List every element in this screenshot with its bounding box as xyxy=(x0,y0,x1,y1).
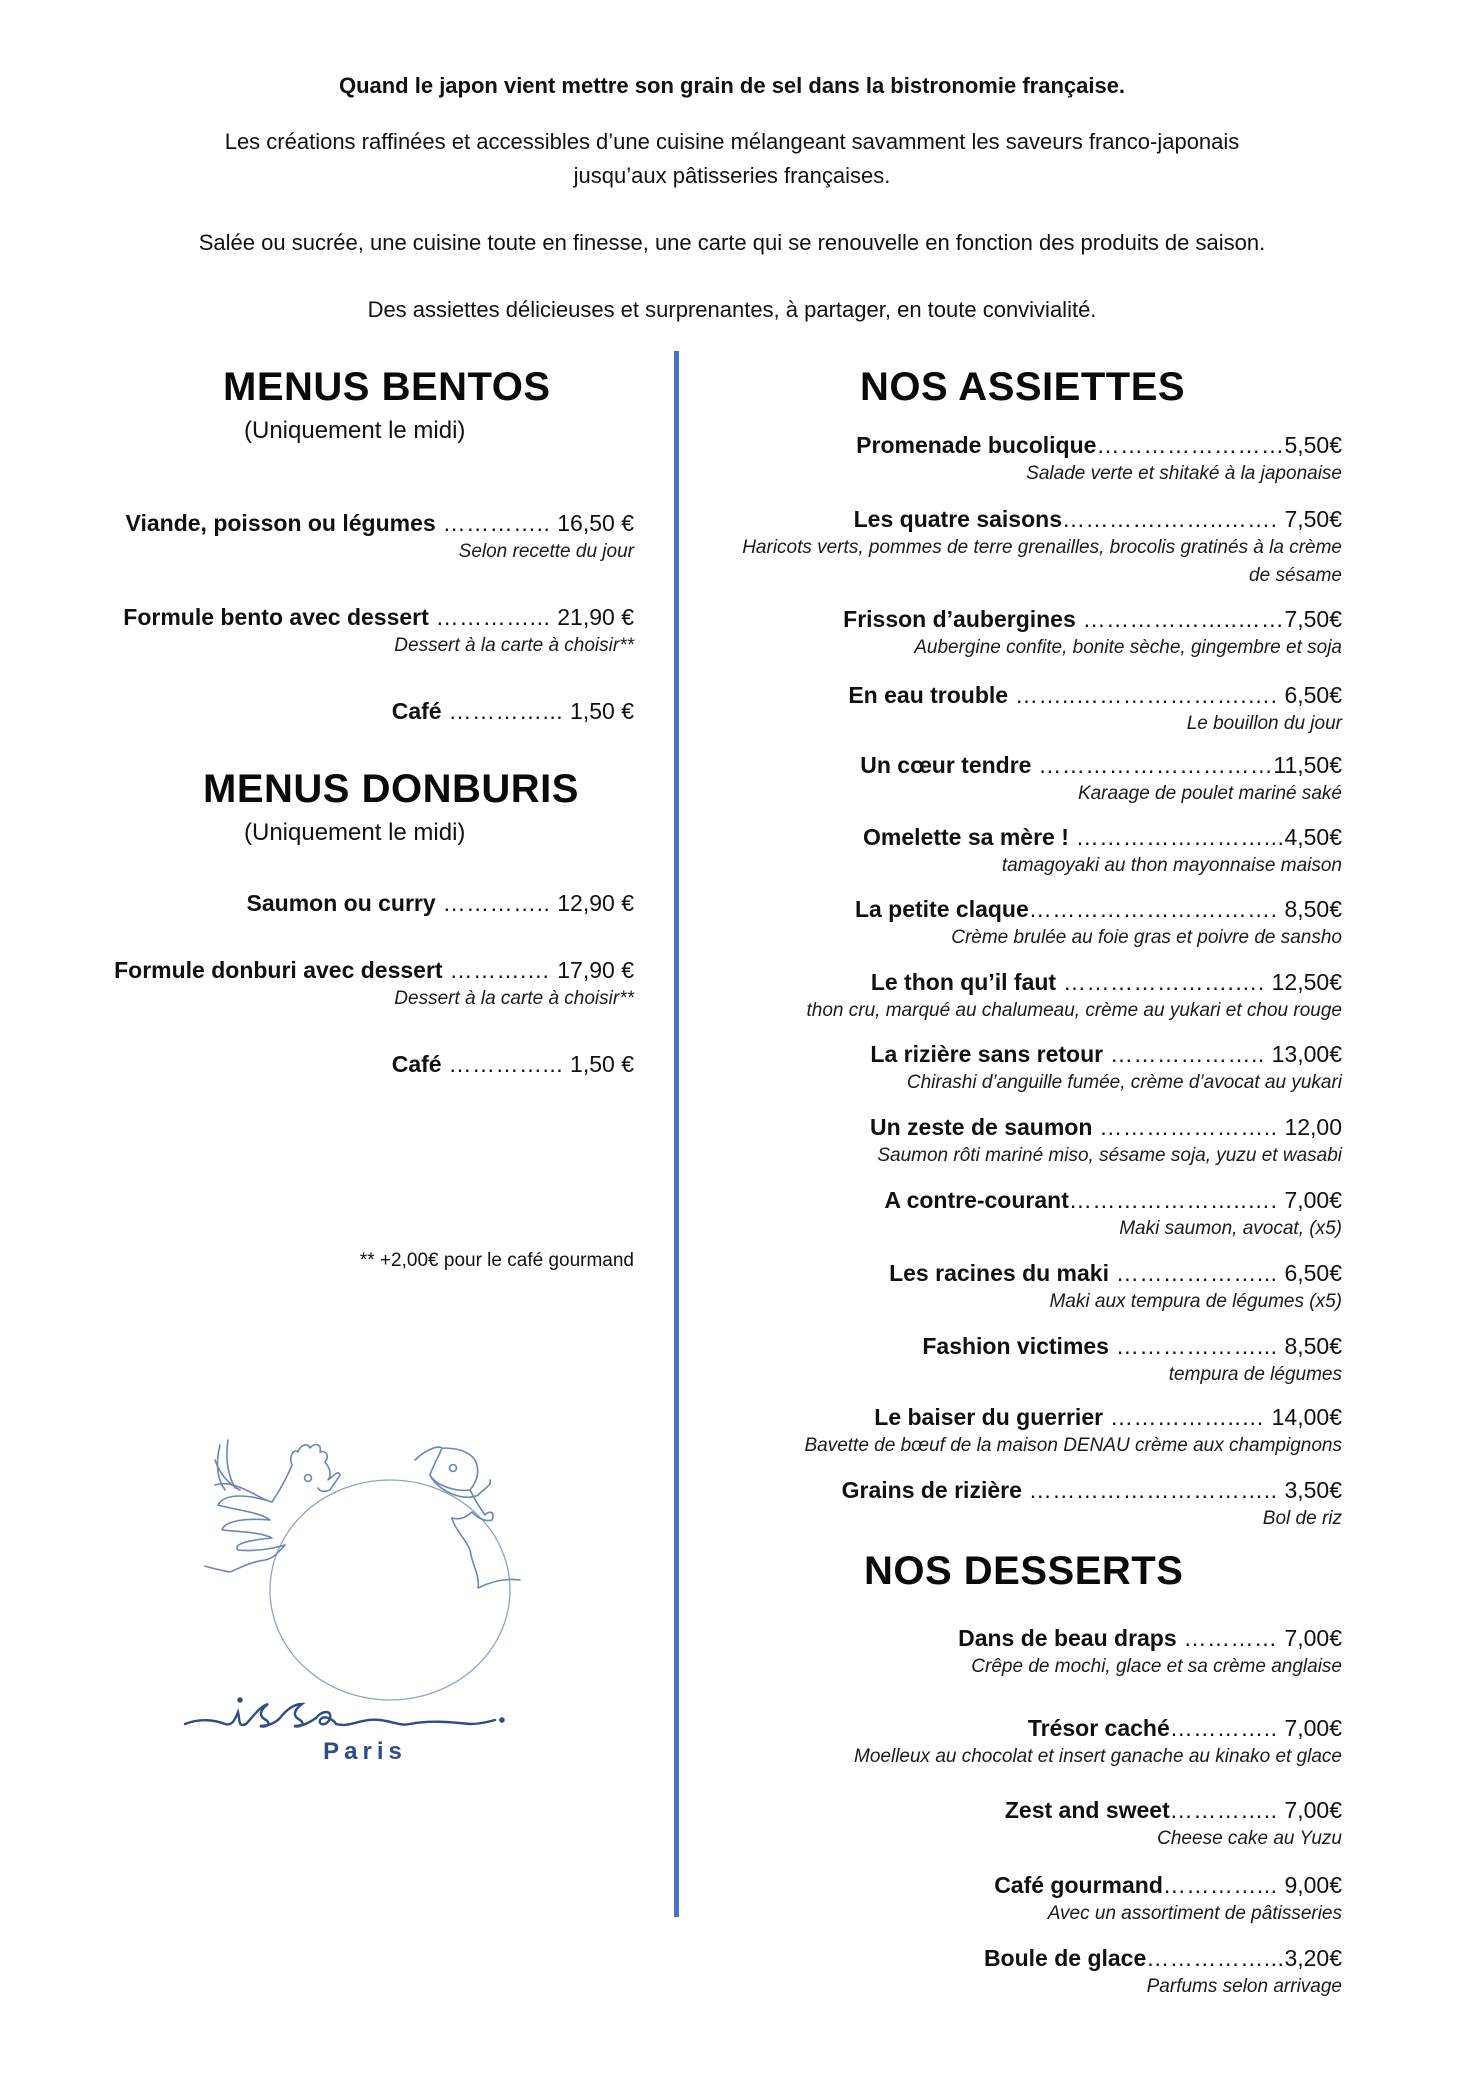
item-leader-dots: ………………………… xyxy=(1031,752,1274,778)
item-leader-dots: ………….……..……. xyxy=(1061,506,1285,532)
intro-paragraph-1-line-2: jusqu’aux pâtisseries françaises. xyxy=(573,163,891,188)
item-description: Salade verte et shitaké à la japonaise xyxy=(1026,463,1342,484)
item-leader-dots: ………………... xyxy=(1108,1333,1285,1359)
menu-item xyxy=(1005,1795,1342,1853)
menu-item xyxy=(958,1623,1342,1681)
item-description: Bol de riz xyxy=(1262,1508,1342,1529)
menu-item xyxy=(870,1039,1342,1097)
item-description: Parfums selon arrivage xyxy=(1146,1976,1342,1997)
item-description: Maki aux tempura de légumes (x5) xyxy=(1049,1291,1342,1312)
item-price: 21,90 € xyxy=(557,604,634,630)
item-leader-dots: ……………... xyxy=(1146,1945,1285,1971)
item-leader-dots: ………………….. xyxy=(1092,1114,1285,1140)
menu-item xyxy=(884,1185,1342,1243)
logo-wordmark-icon xyxy=(180,1682,550,1742)
item-leader-dots: …………... xyxy=(428,604,558,630)
menu-item xyxy=(854,1713,1342,1771)
item-price: 8,50€ xyxy=(1284,896,1342,922)
column-divider xyxy=(674,351,679,1917)
restaurant-logo xyxy=(180,1420,550,1780)
menu-item xyxy=(807,967,1342,1025)
menu-item xyxy=(126,508,634,566)
item-name: Formule bento avec dessert xyxy=(123,604,429,630)
item-price: 5,50€ xyxy=(1284,432,1342,458)
section-subtitle-donburis: (Uniquement le midi) xyxy=(244,819,466,846)
item-price: 7,00€ xyxy=(1284,1715,1342,1741)
section-subtitle-bentos: (Uniquement le midi) xyxy=(244,417,466,444)
item-leader-dots: …………... xyxy=(1162,1872,1285,1898)
menu-item xyxy=(843,604,1342,662)
item-description: Aubergine confite, bonite sèche, gingembre et soja xyxy=(914,637,1342,658)
menu-item xyxy=(994,1870,1342,1928)
item-description: Le bouillon du jour xyxy=(1186,713,1342,734)
item-description: Haricots verts, pommes de terre grenailles, brocolis gratinés à la crème de sésame xyxy=(742,537,1342,586)
item-leader-dots: …………………… xyxy=(1096,432,1285,458)
item-name: Zest and sweet xyxy=(1004,1797,1170,1823)
item-name: Les quatre saisons xyxy=(853,506,1062,532)
item-description: Moelleux au chocolat et insert ganache au kinako et glace xyxy=(854,1746,1342,1767)
item-description: Crème brulée au foie gras et poivre de sansho xyxy=(951,927,1342,948)
intro-paragraph-1-line-1: Les créations raffinées et accessibles d’une cuisine mélangeant savamment les saveurs franco-japonais xyxy=(224,129,1240,154)
item-leader-dots: ………………………….. xyxy=(1021,1477,1285,1503)
section-title-bentos: MENUS BENTOS xyxy=(223,365,551,409)
item-price: 7,00€ xyxy=(1284,1187,1342,1213)
item-description: Selon recette du jour xyxy=(458,541,634,562)
item-price: 16,50 € xyxy=(557,510,634,536)
menu-item xyxy=(742,504,1342,590)
item-name: La rizière sans retour xyxy=(870,1041,1104,1067)
item-description: Bavette de bœuf de la maison DENAU crème aux champignons xyxy=(804,1435,1342,1456)
item-leader-dots: ………………... xyxy=(1108,1260,1285,1286)
item-price: 6,50€ xyxy=(1284,682,1342,708)
menu-item xyxy=(856,430,1342,488)
item-name: Boule de glace xyxy=(983,1945,1147,1971)
item-leader-dots: ………………….…. xyxy=(1056,969,1272,995)
item-price: 3,50€ xyxy=(1284,1477,1342,1503)
item-leader-dots: ……….… xyxy=(442,957,558,983)
item-price: 14,00€ xyxy=(1271,1404,1342,1430)
item-description: tamagoyaki au thon mayonnaise maison xyxy=(1001,855,1342,876)
item-name: Saumon ou curry xyxy=(246,890,436,916)
item-name: Café gourmand xyxy=(994,1872,1163,1898)
item-price: 9,00€ xyxy=(1284,1872,1342,1898)
item-name: En eau trouble xyxy=(848,682,1009,708)
item-name: Le thon qu’il faut xyxy=(870,969,1057,995)
section-title-donburis: MENUS DONBURIS xyxy=(203,767,579,811)
menu-item xyxy=(247,888,634,918)
item-price: 12,50€ xyxy=(1271,969,1342,995)
item-name: Promenade bucolique xyxy=(856,432,1097,458)
item-name: Un zeste de saumon xyxy=(869,1114,1093,1140)
item-price: 7,50€ xyxy=(1284,606,1342,632)
menu-item xyxy=(392,1049,634,1079)
item-description: Chirashi d’anguille fumée, crème d’avocat au yukari xyxy=(906,1072,1342,1093)
logo-city-text: Paris xyxy=(323,1738,407,1765)
item-name: Les racines du maki xyxy=(889,1260,1109,1286)
item-name: A contre-courant xyxy=(884,1187,1069,1213)
item-price: 3,20€ xyxy=(1284,1945,1342,1971)
menu-item xyxy=(855,894,1342,952)
item-leader-dots: ……………….. xyxy=(1103,1041,1272,1067)
item-leader-dots: ………………..…… xyxy=(1075,606,1285,632)
item-price: 1,50 € xyxy=(570,698,634,724)
section-title-desserts: NOS DESSERTS xyxy=(864,1549,1184,1593)
item-leader-dots: …………... xyxy=(441,698,571,724)
item-leader-dots: …………………..…. xyxy=(1068,1187,1285,1213)
item-price: 11,50€ xyxy=(1273,752,1342,778)
menu-item xyxy=(123,602,634,660)
menu-item xyxy=(984,1943,1342,2001)
item-price: 7,00€ xyxy=(1284,1797,1342,1823)
item-leader-dots: …………... xyxy=(441,1051,571,1077)
item-leader-dots: ……………..… xyxy=(1103,1404,1272,1430)
item-description: Cheese cake au Yuzu xyxy=(1157,1828,1342,1849)
intro-paragraph-3: Des assiettes délicieuses et surprenantes, à partager, en toute convivialité. xyxy=(367,297,1097,322)
item-price: 4,50€ xyxy=(1284,824,1342,850)
item-price: 8,50€ xyxy=(1284,1333,1342,1359)
item-leader-dots: ……………………... xyxy=(1068,824,1285,850)
item-description: Saumon rôti mariné miso, sésame soja, yuzu et wasabi xyxy=(877,1145,1342,1166)
item-price: 12,90 € xyxy=(557,890,634,916)
menu-item xyxy=(922,1331,1342,1389)
menu-item xyxy=(114,955,634,1013)
item-leader-dots: …………………….……. xyxy=(1028,896,1285,922)
item-leader-dots: ………….. xyxy=(435,890,558,916)
item-name: Grains de rizière xyxy=(841,1477,1022,1503)
item-name: Café xyxy=(391,698,442,724)
item-name: Viande, poisson ou légumes xyxy=(125,510,436,536)
item-name: Le baiser du guerrier xyxy=(874,1404,1104,1430)
item-description: tempura de légumes xyxy=(1168,1364,1342,1385)
item-description: thon cru, marqué au chalumeau, crème au yukari et chou rouge xyxy=(806,1000,1342,1021)
item-name: Formule donburi avec dessert xyxy=(114,957,443,983)
intro-headline: Quand le japon vient mettre son grain de sel dans la bistronomie française. xyxy=(338,73,1126,98)
item-name: Trésor caché xyxy=(1027,1715,1170,1741)
item-price: 1,50 € xyxy=(570,1051,634,1077)
menu-item xyxy=(392,696,634,726)
item-price: 17,90 € xyxy=(557,957,634,983)
menu-item xyxy=(848,680,1342,738)
item-leader-dots: ………….. xyxy=(435,510,558,536)
item-name: Café xyxy=(391,1051,442,1077)
item-description: Crêpe de mochi, glace et sa crème anglaise xyxy=(971,1656,1342,1677)
item-description: Karaage de poulet mariné saké xyxy=(1077,783,1342,804)
item-description: Dessert à la carte à choisir** xyxy=(394,988,634,1009)
item-price: 13,00€ xyxy=(1271,1041,1342,1067)
item-name: Fashion victimes xyxy=(922,1333,1109,1359)
item-leader-dots: ………… xyxy=(1176,1625,1285,1651)
section-title-assiettes: NOS ASSIETTES xyxy=(860,365,1186,409)
item-name: Frisson d’aubergines xyxy=(843,606,1076,632)
item-leader-dots: ………….. xyxy=(1169,1797,1285,1823)
item-price: 12,00 xyxy=(1284,1114,1342,1140)
menu-item xyxy=(804,1402,1342,1460)
footnote-cafe-gourmand: ** +2,00€ pour le café gourmand xyxy=(359,1250,634,1271)
item-name: La petite claque xyxy=(854,896,1029,922)
item-description: Avec un assortiment de pâtisseries xyxy=(1047,1903,1342,1924)
intro-paragraph-2: Salée ou sucrée, une cuisine toute en finesse, une carte qui se renouvelle en fonction des produits de saison. xyxy=(198,230,1266,255)
item-price: 7,00€ xyxy=(1284,1625,1342,1651)
menu-item xyxy=(860,750,1342,808)
item-price: 7,50€ xyxy=(1284,506,1342,532)
item-leader-dots: ………….. xyxy=(1169,1715,1285,1741)
item-price: 6,50€ xyxy=(1284,1260,1342,1286)
item-leader-dots: ……..………………….…. xyxy=(1008,682,1285,708)
item-name: Dans de beau draps xyxy=(958,1625,1177,1651)
menu-item xyxy=(870,1112,1342,1170)
item-description: Maki saumon, avocat, (x5) xyxy=(1119,1218,1342,1239)
item-description: Dessert à la carte à choisir** xyxy=(394,635,634,656)
menu-item xyxy=(863,822,1342,880)
item-name: Omelette sa mère ! xyxy=(863,824,1069,850)
menu-item xyxy=(889,1258,1342,1316)
item-name: Un cœur tendre xyxy=(860,752,1032,778)
menu-item xyxy=(842,1475,1342,1533)
